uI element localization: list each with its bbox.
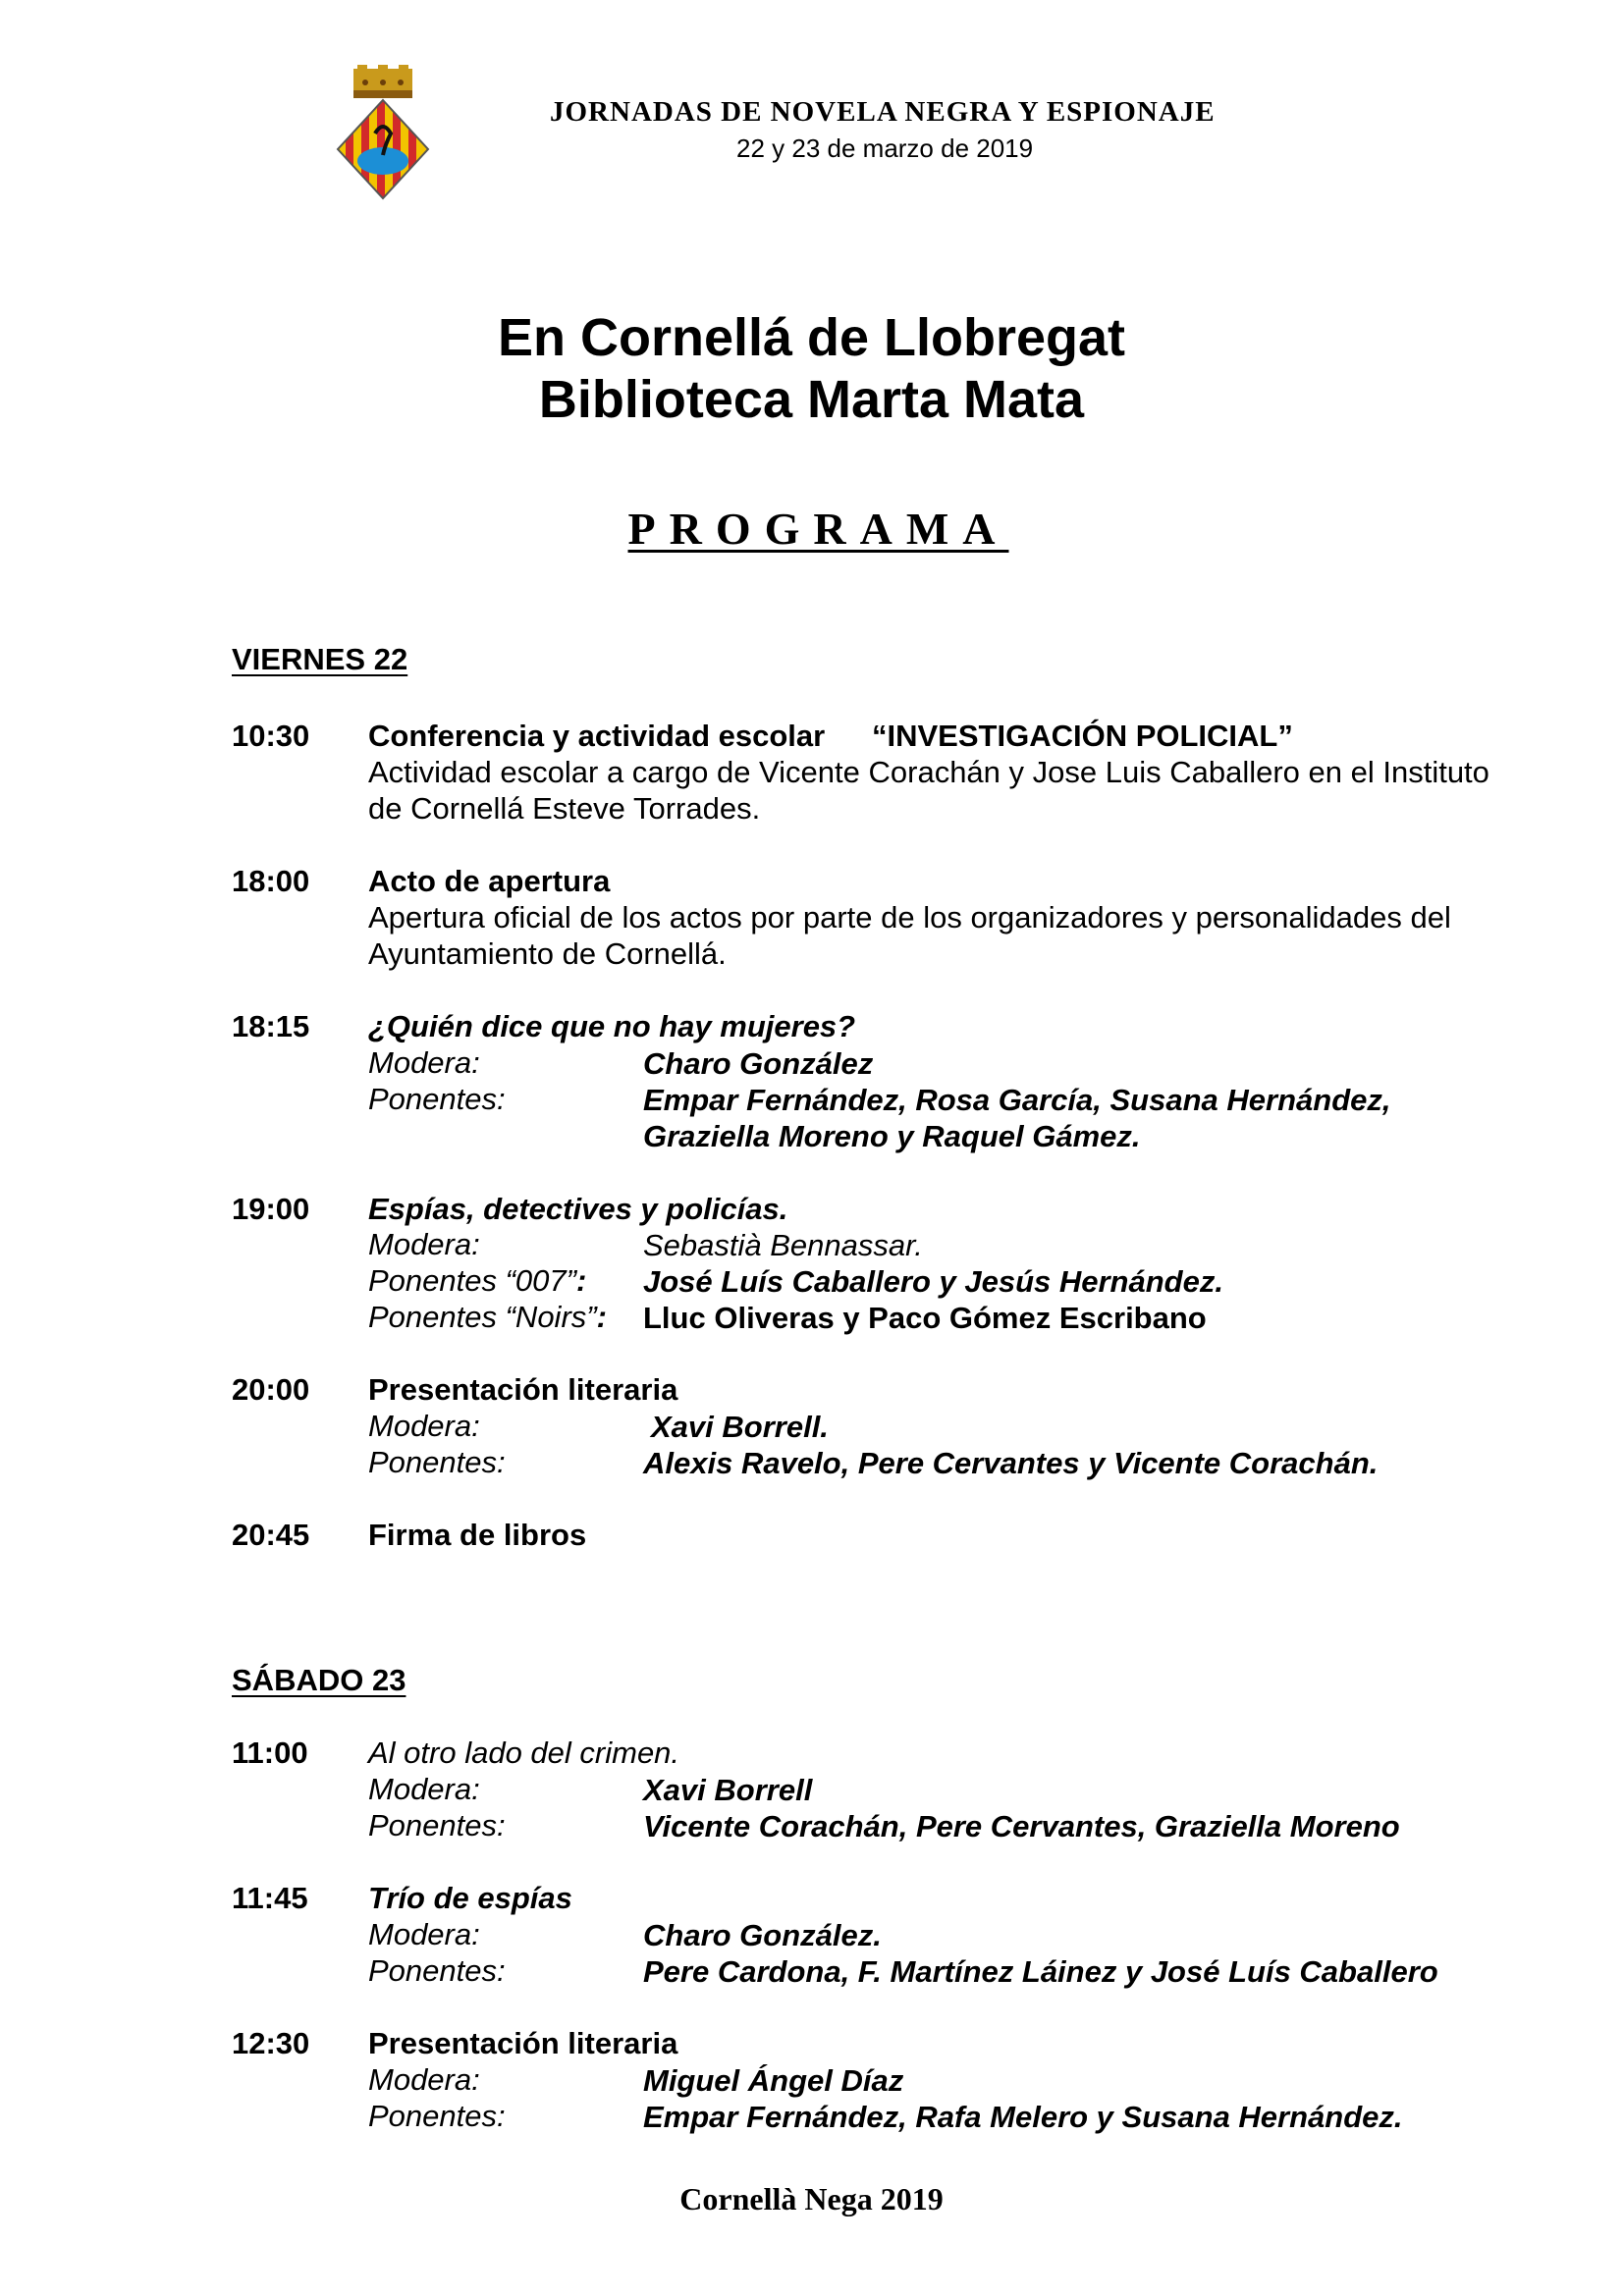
speakers-names: Pere Cardona, F. Martínez Láinez y José Luís Caballero [643,1954,1438,1989]
event-series-title: JORNADAS DE NOVELA NEGRA Y ESPIONAJE [550,96,1216,128]
moderator-name: Xavi Borrell [643,1773,813,1807]
moderator-label: Modera: [368,2062,480,2097]
speakers-names: Graziella Moreno y Raquel Gámez. [643,1119,1141,1153]
event-title: Presentación literaria [368,2026,678,2060]
speakers-label: Ponentes: [368,2099,506,2133]
crown-icon [353,65,412,98]
moderator-name: Xavi Borrell. [651,1410,829,1444]
moderator-label: Modera: [368,1772,480,1806]
event-title: Presentación literaria [368,1372,678,1407]
event-title: ¿Quién dice que no hay mujeres? [368,1009,856,1043]
event-time: 11:45 [232,1881,308,1915]
event-title: Acto de apertura [368,864,611,898]
event-title: Firma de libros [368,1518,587,1552]
event-time: 12:30 [232,2026,310,2060]
event-title: Trío de espías [368,1881,572,1915]
event-time: 19:00 [232,1192,310,1226]
event-title: Al otro lado del crimen. [368,1735,680,1770]
speakers-007-names: José Luís Caballero y Jesús Hernández. [643,1264,1223,1299]
speakers-noirs-label: Ponentes “Noirs”: [368,1300,607,1334]
event-time: 10:30 [232,719,310,753]
moderator-label: Modera: [368,1409,480,1443]
speakers-names: Alexis Ravelo, Pere Cervantes y Vicente Corachán. [643,1446,1379,1480]
moderator-name: Charo González [643,1046,874,1081]
moderator-name: Sebastià Bennassar. [643,1228,923,1262]
moderator-label: Modera: [368,1227,480,1261]
speakers-names: Empar Fernández, Rafa Melero y Susana Hernández. [643,2100,1403,2134]
speakers-label: Ponentes: [368,1808,506,1842]
event-title-extra: “INVESTIGACIÓN POLICIAL” [872,719,1293,753]
event-time: 20:00 [232,1372,310,1407]
venue-library: Biblioteca Marta Mata [538,370,1085,429]
speakers-007-label: Ponentes “007”: [368,1263,587,1298]
event-dates: 22 y 23 de marzo de 2019 [736,133,1034,163]
speakers-label: Ponentes: [368,1953,506,1988]
coat-of-arms-logo [336,65,430,202]
event-title: Conferencia y actividad escolar [368,719,826,753]
event-time: 20:45 [232,1518,310,1552]
page-footer: Cornellà Nega 2019 [679,2181,944,2216]
event-description: Apertura oficial de los actos por parte de los organizadores y personalidades del Ayuntamiento de Cornellá. [368,900,1451,971]
event-description: Actividad escolar a cargo de Vicente Corachán y Jose Luis Caballero en el Instituto de Cornellá Esteve Torrades. [368,755,1489,826]
speakers-label: Ponentes: [368,1082,506,1116]
speakers-label: Ponentes: [368,1445,506,1479]
moderator-label: Modera: [368,1045,480,1080]
day-heading-friday: VIERNES 22 [232,642,408,676]
event-time: 18:00 [232,864,310,898]
moderator-label: Modera: [368,1917,480,1951]
moderator-name: Miguel Ángel Díaz [643,2063,904,2098]
event-time: 18:15 [232,1009,310,1043]
speakers-names: Empar Fernández, Rosa García, Susana Hernández, [643,1083,1391,1117]
event-title: Espías, detectives y policías. [368,1192,788,1226]
moderator-name: Charo González. [643,1918,882,1952]
event-time: 11:00 [232,1735,308,1770]
speakers-names: Vicente Corachán, Pere Cervantes, Graziella Moreno [643,1809,1400,1843]
venue-city: En Cornellá de Llobregat [497,308,1126,367]
day-heading-saturday: SÁBADO 23 [232,1663,406,1697]
program-heading: PROGRAMA [627,504,1009,554]
speakers-noirs-names: Lluc Oliveras y Paco Gómez Escribano [643,1301,1207,1335]
